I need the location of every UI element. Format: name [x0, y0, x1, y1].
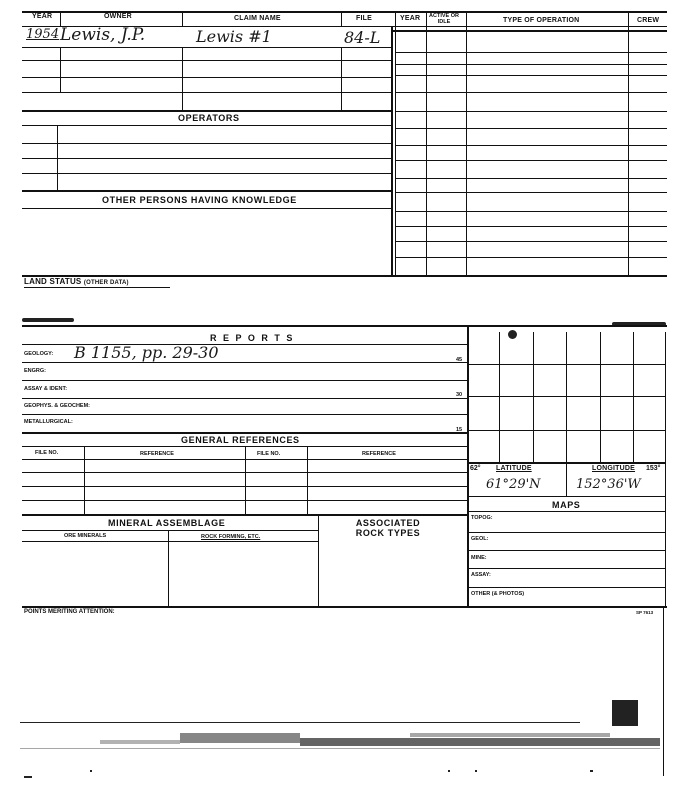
longitude-label: LONGITUDE [592, 465, 636, 472]
geophys-label: GEOPHYS. & GEOCHEM: [24, 403, 91, 409]
lat-corner: 62° [470, 465, 481, 472]
form-number: SP 7613 [636, 610, 654, 615]
points-meriting-attention: POINTS MERITING ATTENTION: [24, 609, 115, 615]
reference-1: REFERENCE [140, 451, 174, 457]
file-no-1: FILE NO. [35, 450, 59, 456]
header-crew: CREW [637, 17, 660, 24]
land-status-text: LAND STATUS [24, 277, 82, 286]
maps-geol: GEOL: [471, 536, 489, 542]
associated-rock-types-heading: ASSOCIATED ROCK TYPES [355, 518, 421, 538]
header-active-idle: ACTIVE OR IDLE [429, 13, 459, 25]
header-claim-name: CLAIM NAME [234, 15, 281, 22]
maps-other: OTHER (& PHOTOS) [471, 591, 525, 597]
reference-2: REFERENCE [362, 451, 396, 457]
reports-heading: R E P O R T S [210, 333, 295, 343]
maps-assay: ASSAY: [471, 572, 491, 578]
blot-mark [508, 330, 517, 339]
header-owner: OWNER [104, 13, 132, 20]
margin-15: 15 [456, 427, 463, 433]
latitude-label: LATITUDE [496, 465, 532, 472]
entry-owner: Lewis, J.P. [60, 25, 146, 45]
entry-file: 84-L [344, 28, 381, 47]
other-persons-heading: OTHER PERSONS HAVING KNOWLEDGE [102, 195, 297, 205]
land-status-sub: (OTHER DATA) [83, 280, 129, 286]
mineral-assemblage-heading: MINERAL ASSEMBLAGE [108, 518, 226, 528]
maps-mine: MINE: [471, 555, 487, 561]
long-corner: 153° [646, 465, 661, 472]
rock-forming-label: ROCK FORMING, ETC. [201, 534, 261, 540]
geology-value: B 1155, pp. 29-30 [74, 343, 219, 362]
operators-heading: OPERATORS [178, 113, 240, 123]
longitude-value: 152°36'W [576, 477, 641, 492]
maps-heading: MAPS [552, 500, 581, 510]
margin-30: 30 [456, 392, 463, 398]
maps-topog: TOPOG: [471, 515, 493, 521]
header-year: YEAR [32, 13, 53, 20]
geology-label: GEOLOGY: [24, 351, 54, 357]
metallurgical-label: METALLURGICAL: [24, 419, 73, 425]
latitude-value: 61°29'N [486, 477, 541, 492]
entry-claim-name: Lewis #1 [196, 27, 272, 46]
engrg-label: ENGRG: [24, 368, 46, 374]
assay-ident-label: ASSAY & IDENT: [24, 386, 68, 392]
land-status-label [24, 277, 129, 286]
header-type-of-operation: TYPE OF OPERATION [503, 17, 580, 24]
file-no-2: FILE NO. [257, 451, 281, 457]
header-file: FILE [356, 15, 372, 22]
header-year-2: YEAR [400, 15, 421, 22]
ore-minerals-label: ORE MINERALS [64, 533, 107, 539]
margin-45: 45 [456, 357, 463, 363]
general-references-heading: GENERAL REFERENCES [181, 435, 300, 445]
entry-year: 1954 [26, 27, 60, 42]
